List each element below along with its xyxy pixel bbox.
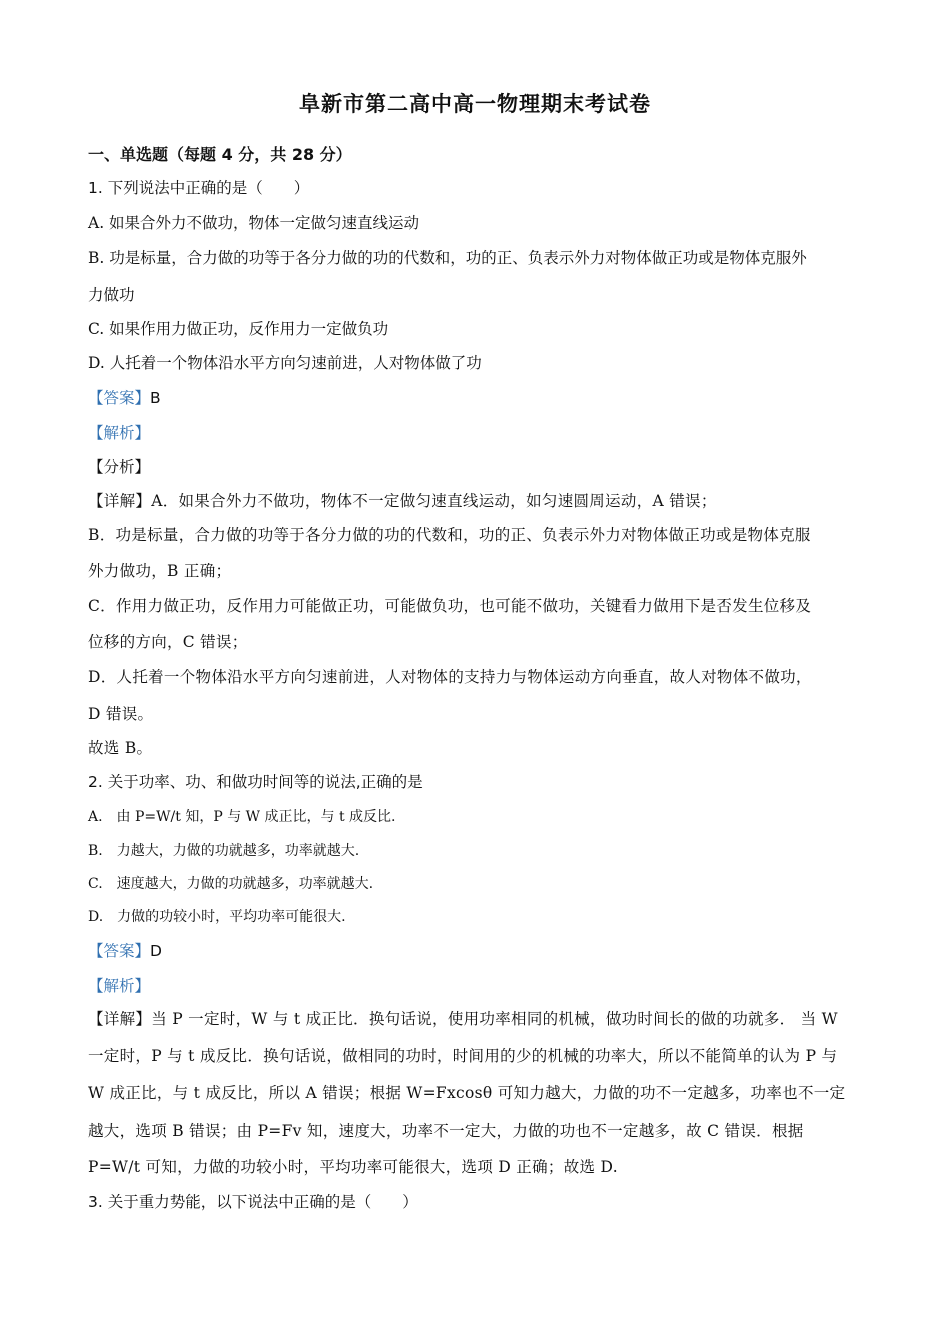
q1-option-a: A. 如果合外力不做功，物体一定做匀速直线运动 bbox=[88, 214, 420, 232]
q1-answer: B bbox=[150, 389, 161, 407]
q2-detail-line: 一定时，P 与 t 成反比．换句话说，做相同的功时，时间用的少的机械的功率大，所以不能简单的认为 P 与 bbox=[88, 1047, 838, 1065]
answer-tag: 【答案】 bbox=[88, 389, 151, 407]
q1-stem: 1. 下列说法中正确的是（ ） bbox=[88, 179, 310, 197]
q1-detail-line: B．功是标量，合力做的功等于各分力做的功的代数和，功的正、负表示外力对物体做正功或是物体克服 bbox=[88, 526, 811, 544]
answer-tag: 【答案】 bbox=[88, 942, 151, 960]
q3-stem: 3. 关于重力势能，以下说法中正确的是（ ） bbox=[88, 1193, 418, 1211]
q1-option-b-cont: 力做功 bbox=[88, 286, 135, 304]
q1-answer-line bbox=[88, 387, 161, 409]
q1-detail-line: D．人托着一个物体沿水平方向匀速前进，人对物体的支持力与物体运动方向垂直，故人对物体不做功， bbox=[88, 668, 812, 686]
page-title: 阜新市第二高中高一物理期末考试卷 bbox=[299, 92, 651, 116]
q1-detail-line: 位移的方向，C 错误； bbox=[88, 633, 248, 651]
q1-detail-line: 外力做功，B 正确； bbox=[88, 562, 232, 580]
q2-detail-line: W 成正比，与 t 成反比，所以 A 错误；根据 W=Fxcosθ 可知力越大，力做的功不一定越多，功率也不一定 bbox=[88, 1084, 846, 1102]
q1-detail-line: 【详解】A．如果合外力不做功，物体不一定做匀速直线运动，如匀速圆周运动，A 错误； bbox=[88, 492, 717, 510]
q2-detail-line: P=W/t 可知，力做的功较小时，平均功率可能很大，选项 D 正确；故选 D. bbox=[88, 1158, 618, 1176]
q2-option-d: D. 力做的功较小时，平均功率可能很大. bbox=[88, 909, 346, 925]
q1-analysis-tag: 【解析】 bbox=[88, 424, 151, 442]
section-heading: 一、单选题（每题 4 分，共 28 分） bbox=[88, 145, 352, 164]
q1-option-d: D. 人托着一个物体沿水平方向匀速前进，人对物体做了功 bbox=[88, 354, 482, 372]
q2-answer-line bbox=[88, 940, 162, 962]
q2-option-a: A. 由 P=W/t 知，P 与 W 成正比，与 t 成反比. bbox=[88, 809, 396, 825]
q2-detail-line: 【详解】当 P 一定时，W 与 t 成正比．换句话说，使用功率相同的机械，做功时间长的做的功就多． 当 W bbox=[88, 1010, 838, 1028]
q1-detail-line: D 错误。 bbox=[88, 705, 154, 723]
q2-stem: 2. 关于功率、功、和做功时间等的说法,正确的是 bbox=[88, 773, 423, 791]
q1-detail-line: 故选 B。 bbox=[88, 739, 153, 757]
q2-option-c: C. 速度越大，力做的功就越多，功率就越大. bbox=[88, 876, 374, 892]
q2-analysis-tag: 【解析】 bbox=[88, 977, 151, 995]
q1-option-c: C. 如果作用力做正功，反作用力一定做负功 bbox=[88, 320, 389, 338]
q2-detail-line: 越大，选项 B 错误；由 P=Fv 知，速度大，功率不一定大，力做的功也不一定越多，故 C 错误．根据 bbox=[88, 1122, 804, 1140]
q1-fenxi-tag: 【分析】 bbox=[88, 458, 151, 476]
q2-answer: D bbox=[150, 942, 162, 960]
q1-detail-line: C．作用力做正功，反作用力可能做正功，可能做负功，也可能不做功，关键看力做用下是否发生位移及 bbox=[88, 597, 812, 615]
q2-option-b: B. 力越大，力做的功就越多，功率就越大. bbox=[88, 843, 360, 859]
q1-option-b: B. 功是标量，合力做的功等于各分力做的功的代数和，功的正、负表示外力对物体做正功或是物体克服外 bbox=[88, 249, 807, 267]
